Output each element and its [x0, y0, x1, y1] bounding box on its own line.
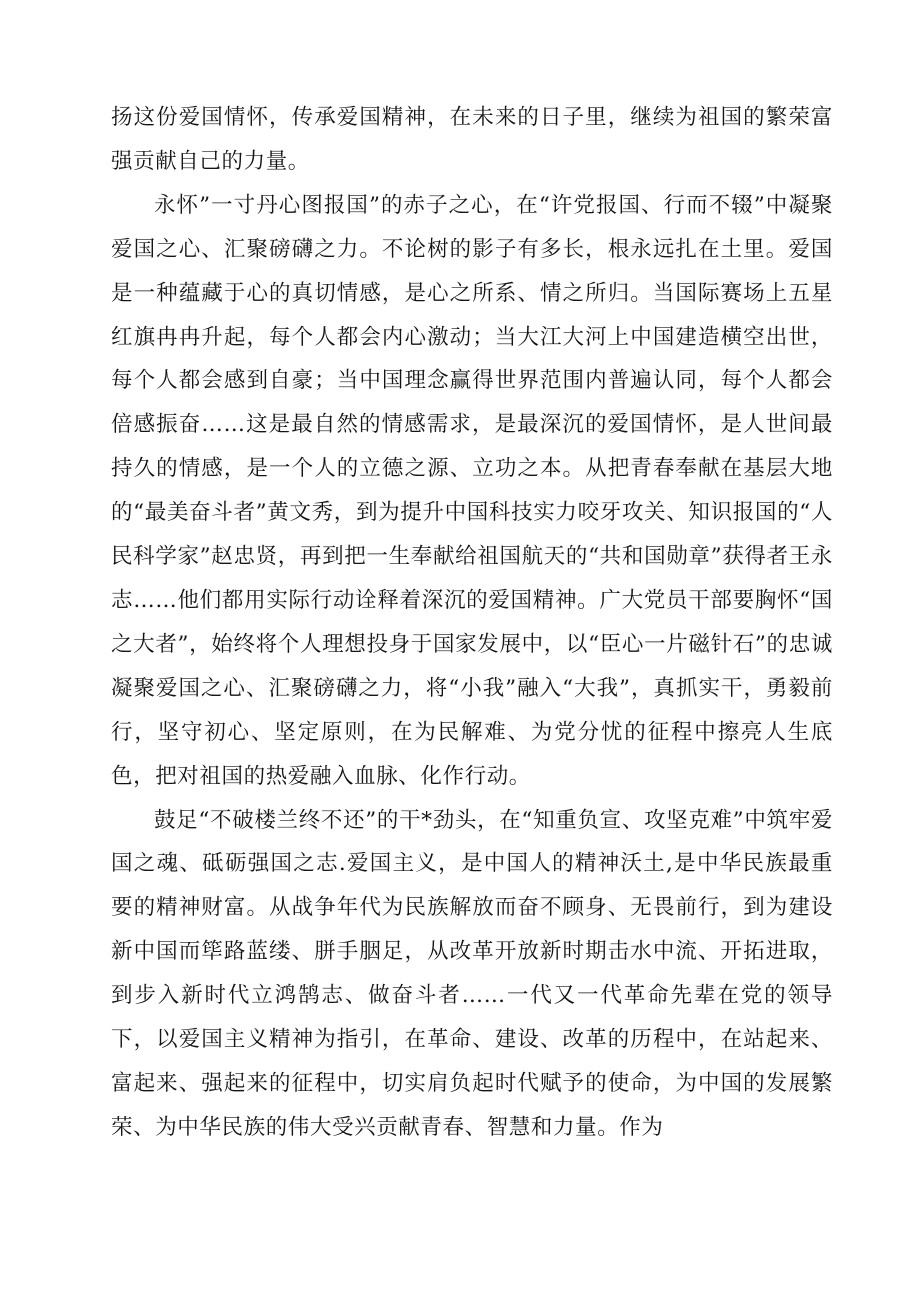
paragraph-2: 永怀”一寸丹心图报国”的赤子之心，在“许党报国、行而不辍”中凝聚爱国之心、汇聚磅礴之力。不论树的影子有多长，根永远扎在土里。爱国是一种蕴藏于心的真切情感，是心之所系、情之所归。当国际赛场上五星红旗冉冉升起，每个人都会内心激动；当大江大河上中国建造横空出世，每个人都会感到自豪；当中国理念赢得世界范围内普遍认同，每个人都会倍感振奋……这是最自然的情感需求，是最深沉的爱国情怀，是人世间最持久的情感，是一个人的立德之源、立功之本。从把青春奉献在基层大地的“最美奋斗者”黄文秀，到为提升中国科技实力咬牙攻关、知识报国的“人民科学家”赵忠贤，再到把一生奉献给祖国航天的“共和国勋章”获得者王永志……他们都用实际行动诠释着深沉的爱国精神。广大党员干部要胸怀“国之大者”，始终将个人理想投身于国家发展中，以“臣心一片磁针石”的忠诚凝聚爱国之心、汇聚磅礴之力，将“小我”融入“大我”，真抓实干，勇毅前行，坚守初心、坚定原则，在为民解难、为党分忧的征程中擦亮人生底色，把对祖国的热爱融入血脉、化作行动。	[111, 192, 833, 789]
document-body	[111, 96, 833, 1150]
paragraph-1: 扬这份爱国情怀，传承爱国精神，在未来的日子里，继续为祖国的繁荣富强贡献自己的力量。	[111, 105, 833, 174]
paragraph-3: 鼓足“不破楼兰终不还”的干*劲头，在“知重负宣、攻坚克难”中筑牢爱国之魂、砥砺强国之志.爱国主义，是中国人的精神沃土,是中华民族最重要的精神财富。从战争年代为民族解放而奋不顾身、无畏前行，到为建设新中国而筚路蓝缕、胼手胭足，从改革开放新时期击水中流、开拓进取，到步入新时代立鸿鹄志、做奋斗者……一代又一代革命先辈在党的领导下，以爱国主义精神为指引，在革命、建设、改革的历程中，在站起来、富起来、强起来的征程中，切实肩负起时代赋予的使命，为中国的发展繁荣、为中华民族的伟大受兴贡献青春、智慧和力量。作为	[111, 807, 833, 1140]
